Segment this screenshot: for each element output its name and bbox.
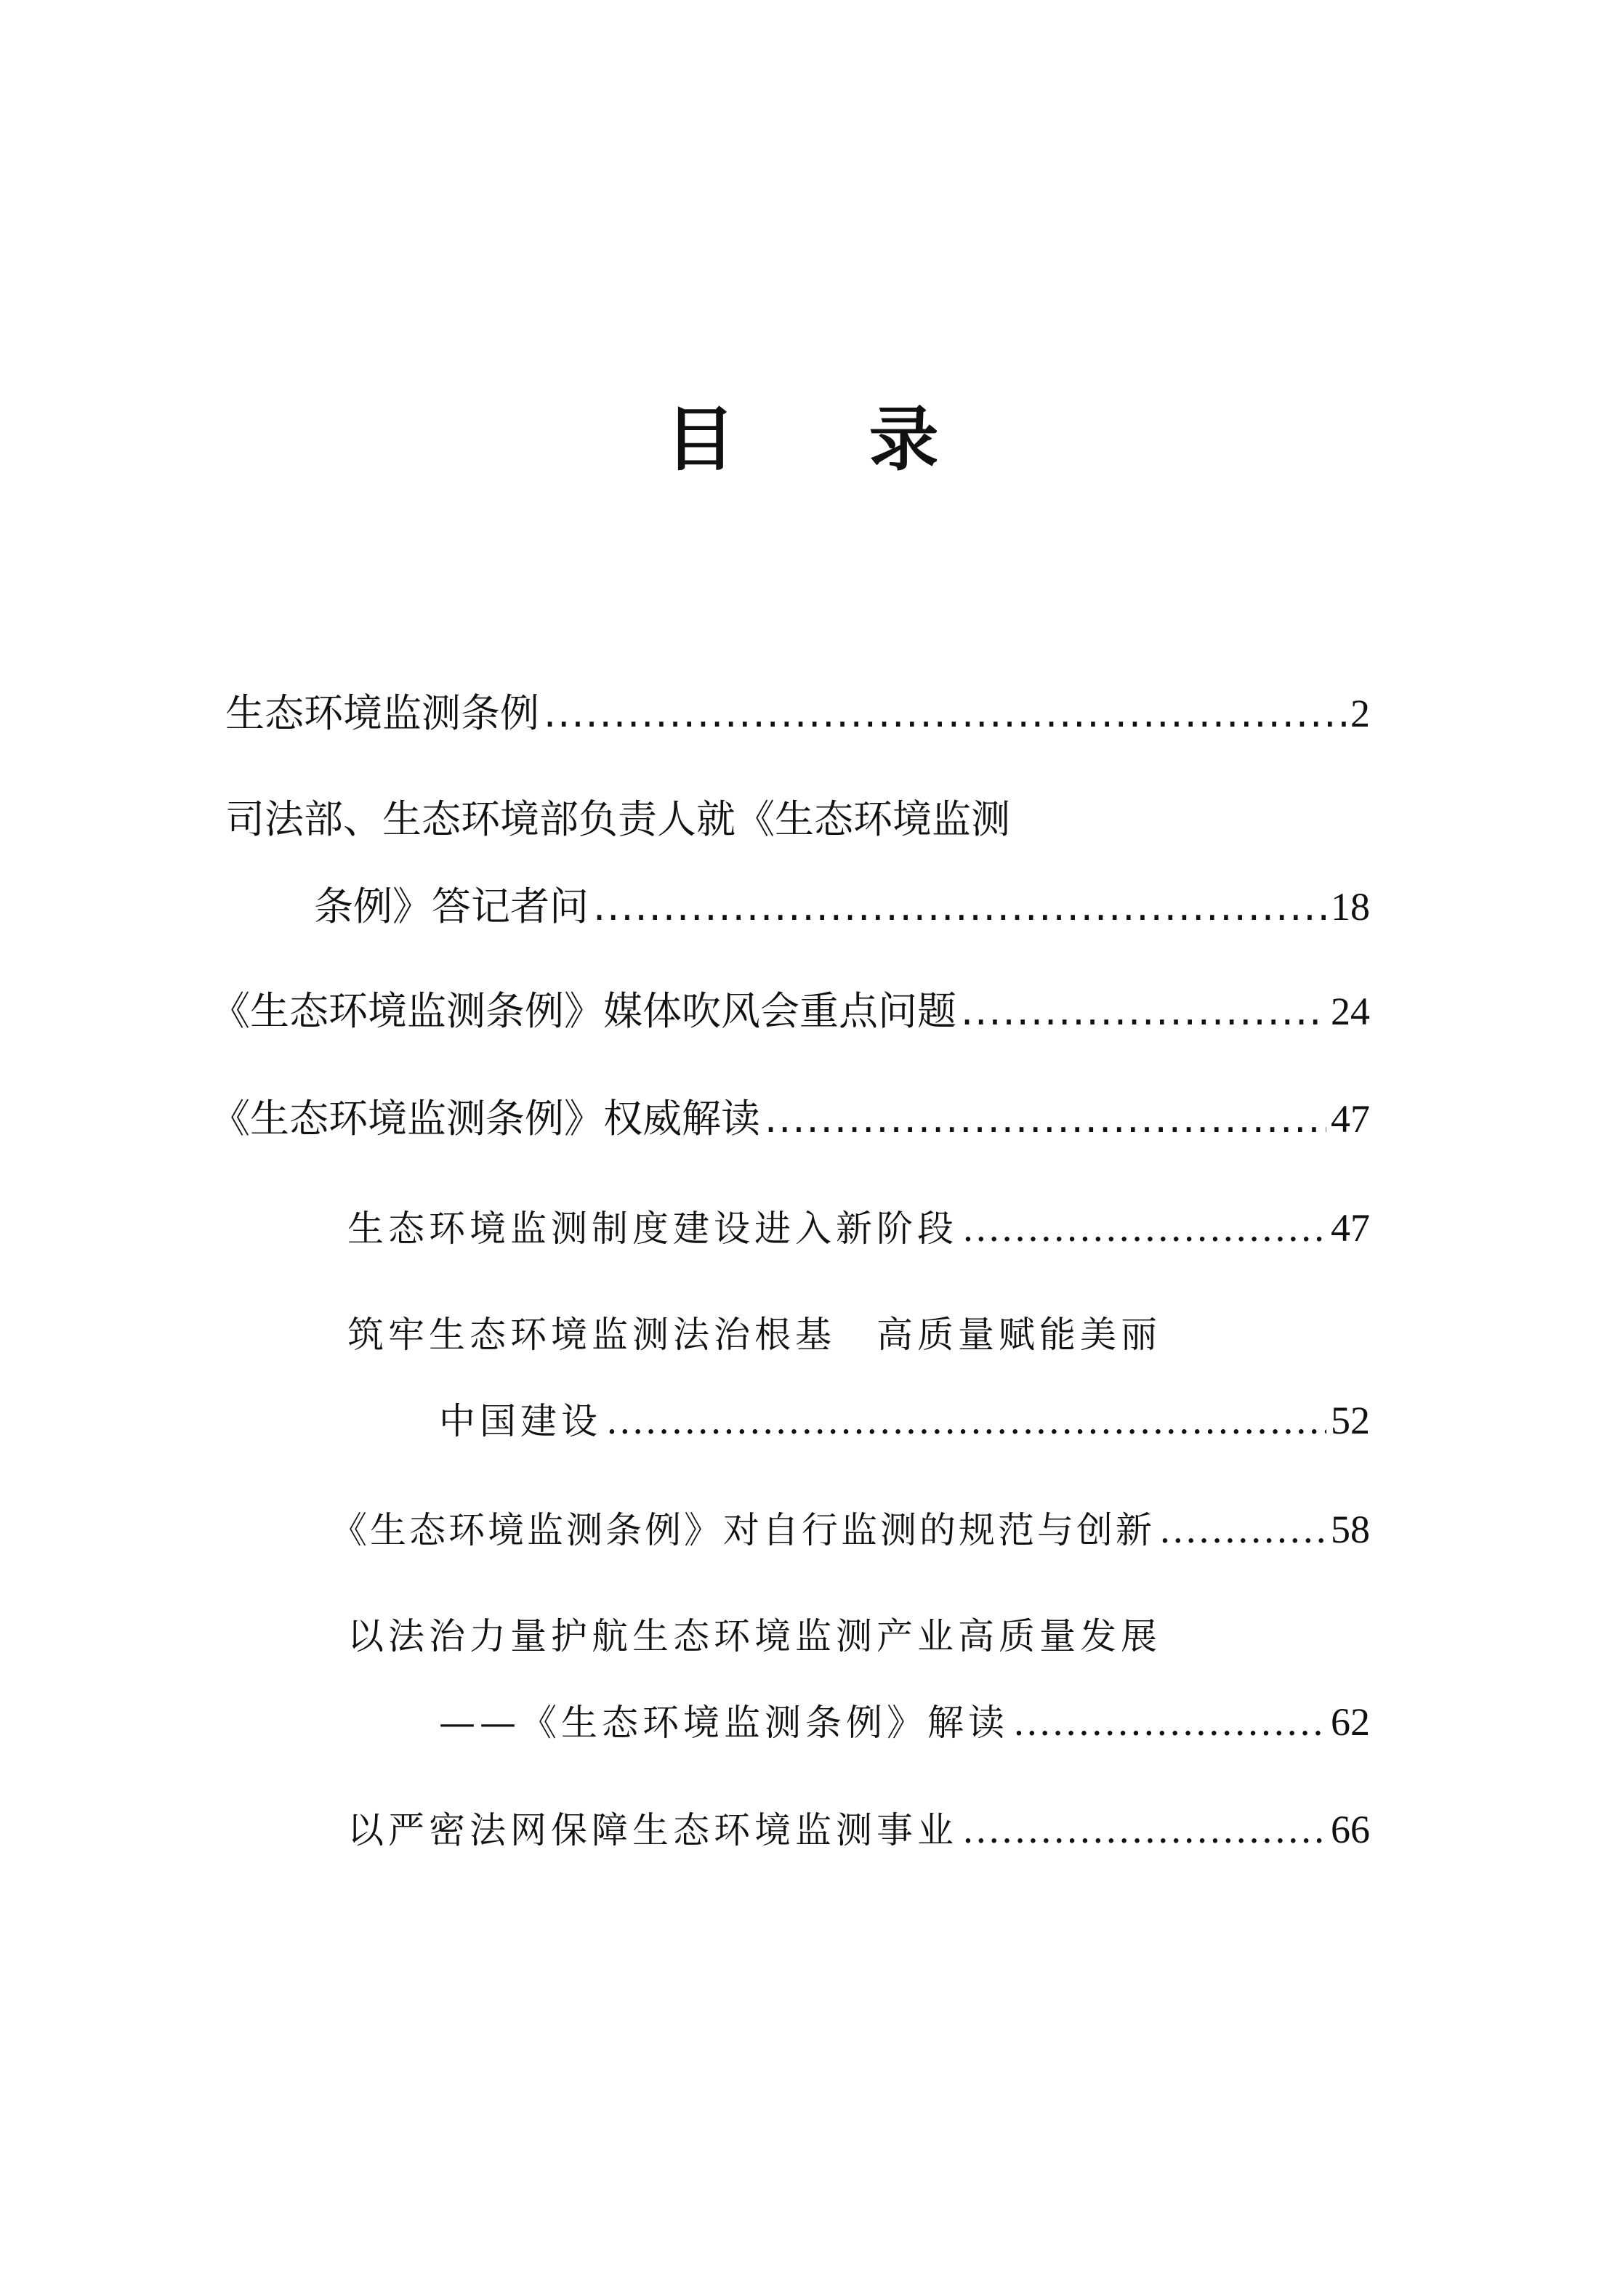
toc-entry-text: 筑牢生态环境监测法治根基 高质量赋能美丽 xyxy=(347,1314,1161,1356)
toc-entry-interview[interactable] xyxy=(314,878,1370,936)
toc-entry-interpretation[interactable] xyxy=(211,1090,1370,1148)
dot-leader xyxy=(606,1392,1326,1450)
toc-subentry-industry[interactable] xyxy=(439,1693,1370,1751)
toc-entry-text: 司法部、生态环境部负责人就《生态环境监测 xyxy=(225,796,1010,842)
toc-subentry-industry-line1[interactable] xyxy=(347,1607,1161,1665)
toc-entry-text: 《生态环境监测条例》对自行监测的规范与创新 xyxy=(331,1509,1155,1551)
toc-entry-text: 以严密法网保障生态环境监测事业 xyxy=(347,1809,958,1851)
dot-leader xyxy=(593,878,1326,936)
dot-leader xyxy=(765,1090,1326,1148)
toc-subentry-rule-of-law-line1[interactable] xyxy=(347,1306,1161,1364)
toc-entry-text: 中国建设 xyxy=(439,1400,602,1442)
toc-subentry-new-stage[interactable] xyxy=(347,1199,1370,1257)
toc-subentry-legal-net[interactable] xyxy=(347,1800,1370,1859)
toc-entry-text: 生态环境监测制度建设进入新阶段 xyxy=(347,1208,958,1250)
toc-entry-interview-line1[interactable] xyxy=(225,791,1010,849)
toc-page-number: 52 xyxy=(1331,1399,1370,1442)
toc-entry-text: 《生态环境监测条例》媒体吹风会重点问题 xyxy=(211,988,956,1034)
toc-subentry-self-monitoring[interactable] xyxy=(331,1500,1370,1559)
page-title xyxy=(0,396,1604,483)
toc-page-number: 47 xyxy=(1331,1097,1370,1141)
toc-page-number: 18 xyxy=(1331,885,1370,929)
dot-leader xyxy=(1159,1501,1326,1559)
dot-leader xyxy=(962,1200,1326,1258)
title-char-first: 目 xyxy=(665,399,735,480)
toc-entry-text: 生态环境监测条例 xyxy=(225,690,539,736)
toc-entry-text: 《生态环境监测条例》权威解读 xyxy=(211,1096,760,1141)
toc-page-number: 47 xyxy=(1331,1206,1370,1250)
title-char-second: 录 xyxy=(869,399,939,480)
dot-leader xyxy=(961,982,1326,1040)
toc-page-number: 58 xyxy=(1331,1508,1370,1551)
toc-subentry-rule-of-law[interactable] xyxy=(439,1391,1370,1450)
toc-entry-text: 以法治力量护航生态环境监测产业高质量发展 xyxy=(347,1615,1161,1657)
toc-page-number: 2 xyxy=(1350,692,1370,735)
toc-page-number: 24 xyxy=(1331,990,1370,1033)
dot-leader xyxy=(544,684,1346,743)
toc-entry-regulation[interactable] xyxy=(225,684,1370,743)
toc-page-number: 62 xyxy=(1331,1700,1370,1744)
toc-entry-briefing[interactable] xyxy=(211,982,1370,1040)
toc-entry-text: ——《生态环境监测条例》解读 xyxy=(439,1702,1009,1744)
toc-entry-text: 条例》答记者问 xyxy=(314,884,589,929)
dot-leader xyxy=(962,1801,1326,1859)
toc-page-number: 66 xyxy=(1331,1808,1370,1851)
dot-leader xyxy=(1013,1694,1326,1752)
